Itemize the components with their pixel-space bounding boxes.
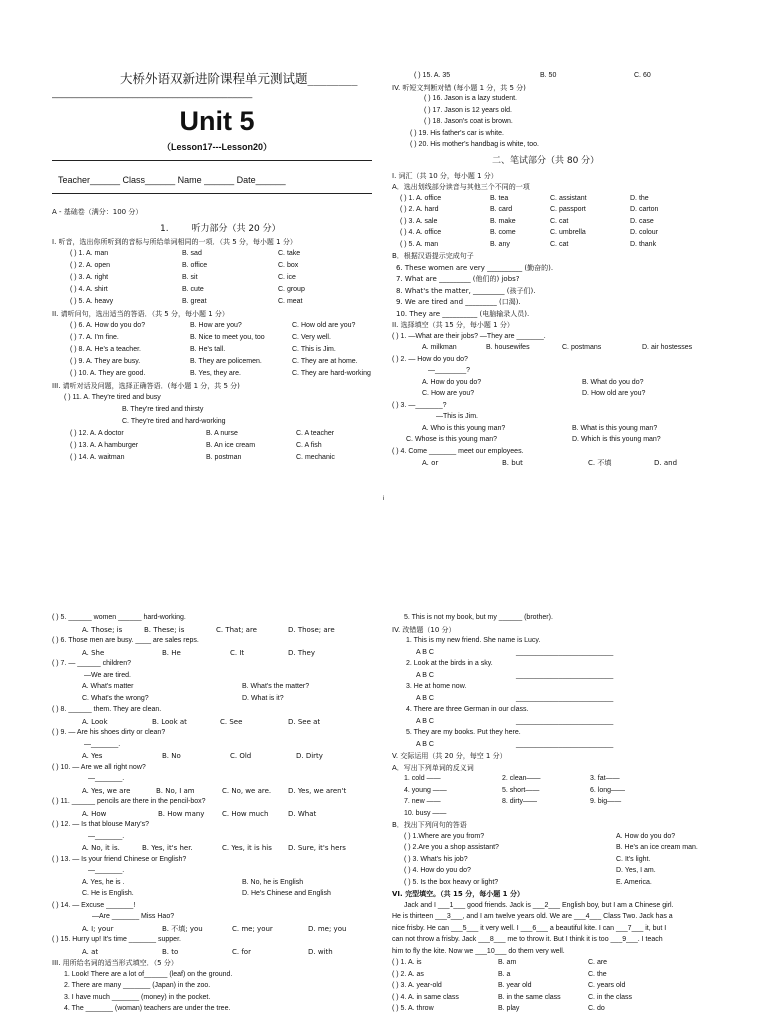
matching-item: ( ) 5. Is the box heavy or light? E. America. bbox=[404, 878, 652, 886]
cloze-item: ( ) 1. A. is B. am C. are bbox=[392, 959, 608, 966]
antonyms-items bbox=[392, 775, 722, 821]
vocab-item: ( ) 3. A. sale B. make C. cat D. case bbox=[400, 217, 654, 225]
cloze-section: VI. 完型填空。（共 15 分，每小题 1 分） bbox=[392, 890, 524, 898]
noun-form-items bbox=[52, 971, 382, 1017]
choice-options: C. What's the wrong? D. What is it? bbox=[82, 694, 284, 702]
listening-item: ( ) 2. A. open B. office C. box bbox=[70, 262, 299, 269]
choice-answer: —_______. bbox=[88, 867, 125, 874]
choice-question: ( ) 15. Hurry up! It's time _______ supper. bbox=[52, 936, 181, 943]
listening-item: ( ) 9. A. They are busy. B. They are policemen. C. They are at home. bbox=[70, 358, 358, 365]
listening-item: ( ) 13. A. A hamburger B. An ice cream C. A fish bbox=[70, 442, 322, 449]
noun-form-item: 3. I have much _______ (money) in the pocket. bbox=[64, 993, 211, 1001]
choice-question: ( ) 9. — Are his shoes dirty or clean? bbox=[52, 729, 166, 736]
true-false-item: ( ) 19. His father's car is white. bbox=[410, 129, 504, 137]
choice-question: ( ) 12. — Is that blouse Mary's? bbox=[52, 821, 150, 828]
title-underline: ________________________________________ bbox=[52, 88, 253, 98]
error-correction-letters: A B C _________________________ bbox=[416, 717, 614, 725]
choice-question-2-answer: —________? bbox=[428, 367, 471, 374]
choice-answer: —We are tired. bbox=[84, 671, 131, 679]
choice-question-4: ( ) 4. Come _______ meet our employees. bbox=[392, 447, 524, 455]
choice-question-3: ( ) 3. —_______? bbox=[392, 401, 447, 409]
antonym-item: 7. new —— 8. dirty—— 9. big—— bbox=[404, 798, 622, 805]
true-false-item: ( ) 20. His mother's handbag is white, too. bbox=[410, 141, 539, 148]
listening-item: ( ) 1. A. man B. sad C. take bbox=[70, 250, 301, 257]
error-correction-question: 5. They are my books. Put they here. bbox=[406, 729, 521, 736]
choice-question-4-options: A. or B. but C. 不填 D. and bbox=[422, 459, 678, 467]
matching-items bbox=[392, 833, 722, 891]
choice-options: A. Those; is B. These; is C. That; are D. Those; are bbox=[82, 625, 335, 634]
matching-item: ( ) 1.Where are you from? A. How do you do? bbox=[404, 832, 676, 840]
cloze-item: ( ) 2. A. as B. a C. the bbox=[392, 970, 607, 978]
choice-answer: —_______. bbox=[84, 740, 121, 748]
choice-options: A. Yes B. No C. Old D. Dirty bbox=[82, 752, 323, 760]
p2-choice-items bbox=[52, 614, 382, 959]
choice-question-2-options-cd: C. How are you? D. How old are you? bbox=[422, 390, 646, 397]
error-correction-letters: A B C _________________________ bbox=[416, 648, 614, 656]
vocab-part-a: A．选出划线部分读音与其他三个不同的一项 bbox=[392, 183, 530, 191]
choice-section: II. 选择填空（共 15 分，每小题 1 分） bbox=[392, 321, 514, 329]
vocab-item: ( ) 5. A. man B. any C. cat D. thank bbox=[400, 240, 657, 248]
lesson-range: （Lesson17---Lesson20） bbox=[161, 142, 273, 152]
noun-form-item: 2. There are many _______ (Japan) in the zoo. bbox=[64, 982, 211, 989]
choice-question-1-options: A. milkman B. housewifes C. postmans D. air hostesses bbox=[422, 344, 693, 351]
exam-title: 大桥外语双新进阶课程单元测试题________ bbox=[120, 71, 358, 86]
p1-right-column bbox=[392, 72, 722, 471]
choice-question: ( ) 5. ______ women ______ hard-working. bbox=[52, 614, 186, 621]
listening-heading: 1. 听力部分（共 20 分） bbox=[160, 224, 281, 234]
p1-left-column bbox=[52, 72, 382, 466]
antonym-item: 4. young —— 5. short—— 6. long—— bbox=[404, 786, 626, 794]
true-false-item: ( ) 16. Jason is a lazy student. bbox=[424, 95, 517, 102]
choice-options: A. I; your B. 不填; you C. me; your D. me; you bbox=[82, 924, 347, 933]
choice-answer: —Are _______ Miss Hao? bbox=[92, 913, 175, 920]
choice-question: ( ) 14. — Excuse _______! bbox=[52, 901, 136, 909]
listening-item: ( ) 6. A. How do you do? B. How are you? C. How old are you? bbox=[70, 322, 356, 329]
vocab-item: ( ) 2. A. hard B. card C. passport D. carton bbox=[400, 206, 659, 213]
vocab-fill-item: 6. These women are very __________ (勤奋的). bbox=[396, 263, 554, 272]
matching-heading: B．找出下列问句的答语 bbox=[392, 821, 467, 829]
vocab-fill-item: 7. What are _________ (他们的) jobs? bbox=[396, 275, 520, 283]
choice-options: C. He is English. D. He's Chinese and English bbox=[82, 890, 331, 897]
vocab-fill-item: 9. We are tired and _________ (口渴). bbox=[396, 298, 521, 306]
vocab-section: I. 词汇（共 10 分，每小题 1 分） bbox=[392, 171, 498, 180]
section-a-heading: A - 基础卷（满分：100 分） bbox=[52, 208, 143, 216]
listening-section-1: I. 听音，选出你所听到的音标与所给单词相同的一项．（共 5 分，每小题 1 分） bbox=[52, 238, 297, 246]
choice-question: ( ) 10. — Are we all right now? bbox=[52, 763, 146, 771]
cloze-item: ( ) 5. A. throw B. play C. do bbox=[392, 1005, 605, 1012]
student-info-line: Teacher______ Class______ Name ______ Date______ bbox=[58, 175, 286, 185]
error-correction-question: 3. He at home now. bbox=[406, 683, 467, 690]
error-correction-letters: A B C _________________________ bbox=[416, 740, 614, 748]
vocab-item: ( ) 4. A. office B. come C. umbrella D. colour bbox=[400, 229, 659, 236]
listening-section-1-items bbox=[52, 250, 382, 310]
listening-section-3: III. 请听对话及问题，选择正确答语．(每小题 1 分，共 5 分) bbox=[52, 382, 240, 390]
choice-options: A. at B. to C. for D. with bbox=[82, 947, 333, 956]
question-11: ( ) 11. A. They're tired and busy bbox=[64, 394, 161, 401]
choice-options: A. Yes, we are B. No, I am C. No, we are. D. Yes, we aren't bbox=[82, 786, 347, 795]
antonyms-heading: A．写出下列单词的反义词 bbox=[392, 763, 474, 772]
cloze-items bbox=[392, 959, 722, 1017]
vocab-fill-item: 8. What's the matter, _________ (孩子们). bbox=[396, 286, 536, 295]
error-correction-items bbox=[392, 637, 722, 752]
error-correction-question: 2. Look at the birds in a sky. bbox=[406, 660, 493, 667]
question-15: ( ) 15. A. 35 B. 50 C. 60 bbox=[414, 72, 651, 79]
choice-options: A. How B. How many C. How much D. What bbox=[82, 809, 317, 818]
divider bbox=[52, 160, 372, 161]
matching-item: ( ) 2.Are you a shop assistant? B. He's an ice cream man. bbox=[404, 844, 698, 851]
listening-section-3-items bbox=[52, 430, 382, 466]
unit-heading: Unit 5 bbox=[179, 106, 255, 136]
cloze-item: ( ) 3. A. year-old B. year old C. years old bbox=[392, 982, 626, 989]
choice-question-3-options-ab: A. Who is this young man? B. What is this young man? bbox=[422, 424, 658, 432]
antonym-item: 10. busy —— bbox=[404, 809, 447, 817]
listening-section-2: II. 请听问句，选出适当的答语．（共 5 分，每小题 1 分） bbox=[52, 310, 229, 318]
cloze-passage-line: can not throw a frisby. Jack ___8___ me to throw it. But I think it is too ___9___. I teach bbox=[392, 936, 663, 943]
cloze-passage-line: nice frisby. He can ___5___ it very well. I ___6___ a beautiful kite. I can ___7___ it, but I bbox=[392, 924, 667, 932]
vocab-item: ( ) 1. A. office B. tea C. assistant D. the bbox=[400, 194, 649, 202]
cloze-item: ( ) 4. A. in same class B. in the same class C. in the class bbox=[392, 993, 632, 1001]
noun-form-section: III. 用所给名词的适当形式填空．（5 分） bbox=[52, 959, 178, 967]
listening-item: ( ) 4. A. shirt B. cute C. group bbox=[70, 286, 305, 293]
noun-form-item-5: 5. This is not my book, but my ______ (brother). bbox=[404, 614, 553, 621]
error-correction-letters: A B C _________________________ bbox=[416, 671, 614, 679]
cloze-passage-line: him to fly the kite. Now we ___10___ do them very well. bbox=[392, 947, 565, 955]
error-correction-section: IV. 改错题（10 分） bbox=[392, 625, 456, 634]
listening-section-2-items bbox=[52, 322, 382, 382]
true-false-item: ( ) 18. Jason's coat is brown. bbox=[424, 118, 513, 125]
listening-section-4-items bbox=[392, 95, 722, 153]
question-11-option-c: C. They're tired and hard-working bbox=[122, 418, 226, 425]
error-correction-question: 1. This is my new friend. She name is Lucy. bbox=[406, 637, 541, 644]
choice-options: A. What's matter B. What's the matter? bbox=[82, 683, 310, 690]
true-false-item: ( ) 17. Jason is 12 years old. bbox=[424, 106, 512, 114]
listening-item: ( ) 10. A. They are good. B. Yes, they are. C. They are hard-working bbox=[70, 370, 371, 377]
communication-section: V. 交际运用（共 20 分，每空 1 分） bbox=[392, 752, 507, 760]
divider bbox=[52, 193, 372, 194]
matching-item: ( ) 3. What's his job? C. It's light. bbox=[404, 855, 651, 863]
listening-item: ( ) 14. A. waitman B. postman C. mechanic bbox=[70, 454, 335, 461]
error-correction-letters: A B C _________________________ bbox=[416, 694, 614, 702]
vocab-part-a-items bbox=[392, 195, 722, 253]
matching-item: ( ) 4. How do you do? D. Yes, I am. bbox=[404, 867, 656, 874]
vocab-part-b-items bbox=[392, 264, 722, 322]
choice-question: ( ) 6. Those men are busy. ____ are sales reps. bbox=[52, 637, 199, 644]
choice-question-1: ( ) 1. —What are their jobs? —They are _______. bbox=[392, 332, 546, 340]
vocab-part-b: B．根据汉语提示完成句子 bbox=[392, 252, 474, 260]
antonym-item: 1. cold —— 2. clean—— 3. fat—— bbox=[404, 775, 620, 782]
choice-question: ( ) 13. — Is your friend Chinese or English? bbox=[52, 855, 187, 863]
choice-options: A. Yes, he is . B. No, he is English bbox=[82, 878, 304, 886]
cloze-passage-line: He is thirteen ___3___, and I am twelve years old. We are ___4___ Class Two. Jack has a bbox=[392, 913, 673, 920]
error-correction-question: 4. There are three German in our class. bbox=[406, 706, 529, 713]
choice-answer: —_______. bbox=[88, 832, 125, 840]
listening-item: ( ) 8. A. He's a teacher. B. He's tall. C. This is Jim. bbox=[70, 346, 336, 353]
cloze-passage bbox=[392, 902, 722, 960]
question-11-option-b: B. They're tired and thirsty bbox=[122, 406, 204, 413]
listening-item: ( ) 12. A. A doctor B. A nurse C. A teacher bbox=[70, 430, 335, 437]
choice-options: A. Look B. Look at C. See D. See at bbox=[82, 717, 321, 726]
choice-options: A. No, it is. B. Yes, it's her. C. Yes, it is his D. Sure, it's hers bbox=[82, 844, 346, 852]
choice-question-3-options-cd: C. Whose is this young man? D. Which is this young man? bbox=[406, 436, 661, 443]
choice-answer: —_______. bbox=[88, 775, 125, 782]
choice-question-2-options-ab: A. How do you do? B. What do you do? bbox=[422, 378, 644, 386]
choice-question: ( ) 7. — ______ children? bbox=[52, 660, 131, 667]
noun-form-item: 4. The _______ (woman) teachers are under the tree. bbox=[64, 1005, 231, 1012]
p2-left-column bbox=[52, 614, 382, 1017]
p2-right-column bbox=[392, 614, 722, 1017]
choice-question: ( ) 8. ______ them. They are clean. bbox=[52, 706, 162, 713]
writing-heading: 二、笔试部分（共 80 分） bbox=[492, 155, 600, 166]
choice-question-2: ( ) 2. — How do you do? bbox=[392, 355, 468, 363]
cloze-passage-line: Jack and I ___1___ good friends. Jack is ___2___ English boy, but I am a Chinese girl. bbox=[404, 901, 674, 909]
vocab-fill-item: 10. They are __________ (电脑输录人员). bbox=[396, 309, 530, 318]
choice-options: A. She B. He C. It D. They bbox=[82, 648, 316, 657]
noun-form-item: 1. Look! There are a lot of______ (leaf) on the ground. bbox=[64, 970, 233, 978]
listening-item: ( ) 5. A. heavy B. great C. meat bbox=[70, 298, 303, 305]
listening-item: ( ) 3. A. right B. sit C. ice bbox=[70, 274, 296, 281]
choice-question-3-answer: —This is Jim. bbox=[436, 413, 478, 420]
choice-question: ( ) 11. ______ pencils are there in the pencil-box? bbox=[52, 798, 206, 805]
listening-item: ( ) 7. A. I'm fine. B. Nice to meet you, too C. Very well. bbox=[70, 334, 331, 341]
page-marker: i bbox=[383, 496, 385, 502]
listening-section-4: IV. 听短文判断对错 (每小题 1 分，共 5 分) bbox=[392, 83, 526, 92]
